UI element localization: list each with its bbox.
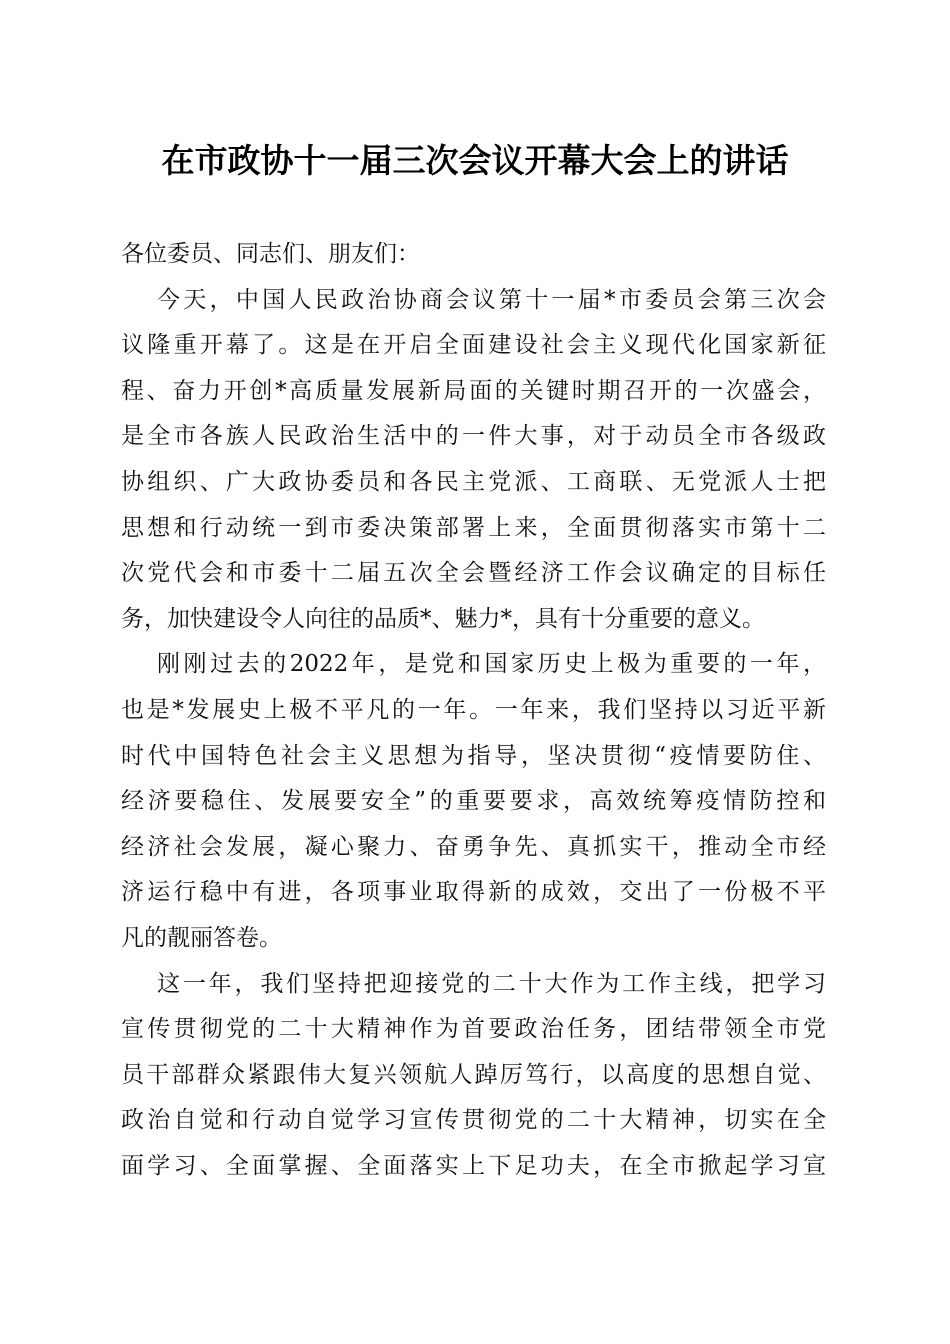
paragraph-line: 济运行稳中有进，各项事业取得新的成效，交出了一份极不平 bbox=[121, 879, 826, 906]
paragraph-3 bbox=[121, 962, 826, 1190]
paragraph-line: 凡的靓丽答卷。 bbox=[121, 924, 282, 951]
paragraph-line: 经济社会发展，凝心聚力、奋勇争先、真抓实干，推动全市经 bbox=[121, 833, 826, 860]
paragraph-line: 面学习、全面掌握、全面落实上下足功夫，在全市掀起学习宣 bbox=[121, 1152, 826, 1179]
paragraph-line: 今天，中国人民政治协商会议第十一届*市委员会第三次会 bbox=[157, 286, 826, 313]
paragraph-line: 务，加快建设令人向往的品质*、魅力*，具有十分重要的意义。 bbox=[121, 605, 765, 632]
paragraph-line: 协组织、广大政协委员和各民主党派、工商联、无党派人士把 bbox=[121, 468, 826, 495]
paragraph-line: 思想和行动统一到市委决策部署上来，全面贯彻落实市第十二 bbox=[121, 514, 826, 541]
salutation: 各位委员、同志们、朋友们： bbox=[121, 241, 420, 267]
paragraph-line: 经济要稳住、发展要安全”的重要要求，高效统筹疫情防控和 bbox=[121, 788, 826, 815]
paragraph-line: 这一年，我们坚持把迎接党的二十大作为工作主线，把学习 bbox=[157, 970, 826, 997]
document-title: 在市政协十一届三次会议开幕大会上的讲话 bbox=[161, 141, 789, 180]
paragraph-line: 是全市各族人民政治生活中的一件大事，对于动员全市各级政 bbox=[121, 423, 826, 450]
paragraph-line: 政治自觉和行动自觉学习宣传贯彻党的二十大精神，切实在全 bbox=[121, 1107, 826, 1134]
paragraph-line: 刚刚过去的2022年，是党和国家历史上极为重要的一年， bbox=[157, 651, 826, 678]
paragraph-line: 次党代会和市委十二届五次全会暨经济工作会议确定的目标任 bbox=[121, 560, 826, 587]
document-body bbox=[121, 232, 826, 1189]
paragraph-2 bbox=[121, 642, 826, 961]
paragraph-line: 时代中国特色社会主义思想为指导，坚决贯彻“疫情要防住、 bbox=[121, 742, 826, 769]
paragraph-line: 宣传贯彻党的二十大精神作为首要政治任务，团结带领全市党 bbox=[121, 1016, 826, 1043]
paragraph-line: 也是*发展史上极不平凡的一年。一年来，我们坚持以习近平新 bbox=[121, 696, 826, 723]
paragraph-line: 员干部群众紧跟伟大复兴领航人踔厉笃行，以高度的思想自觉、 bbox=[121, 1061, 826, 1088]
paragraph-line: 议隆重开幕了。这是在开启全面建设社会主义现代化国家新征 bbox=[121, 332, 826, 359]
paragraph-1 bbox=[121, 278, 826, 643]
paragraph-line: 程、奋力开创*高质量发展新局面的关键时期召开的一次盛会， bbox=[121, 377, 826, 404]
